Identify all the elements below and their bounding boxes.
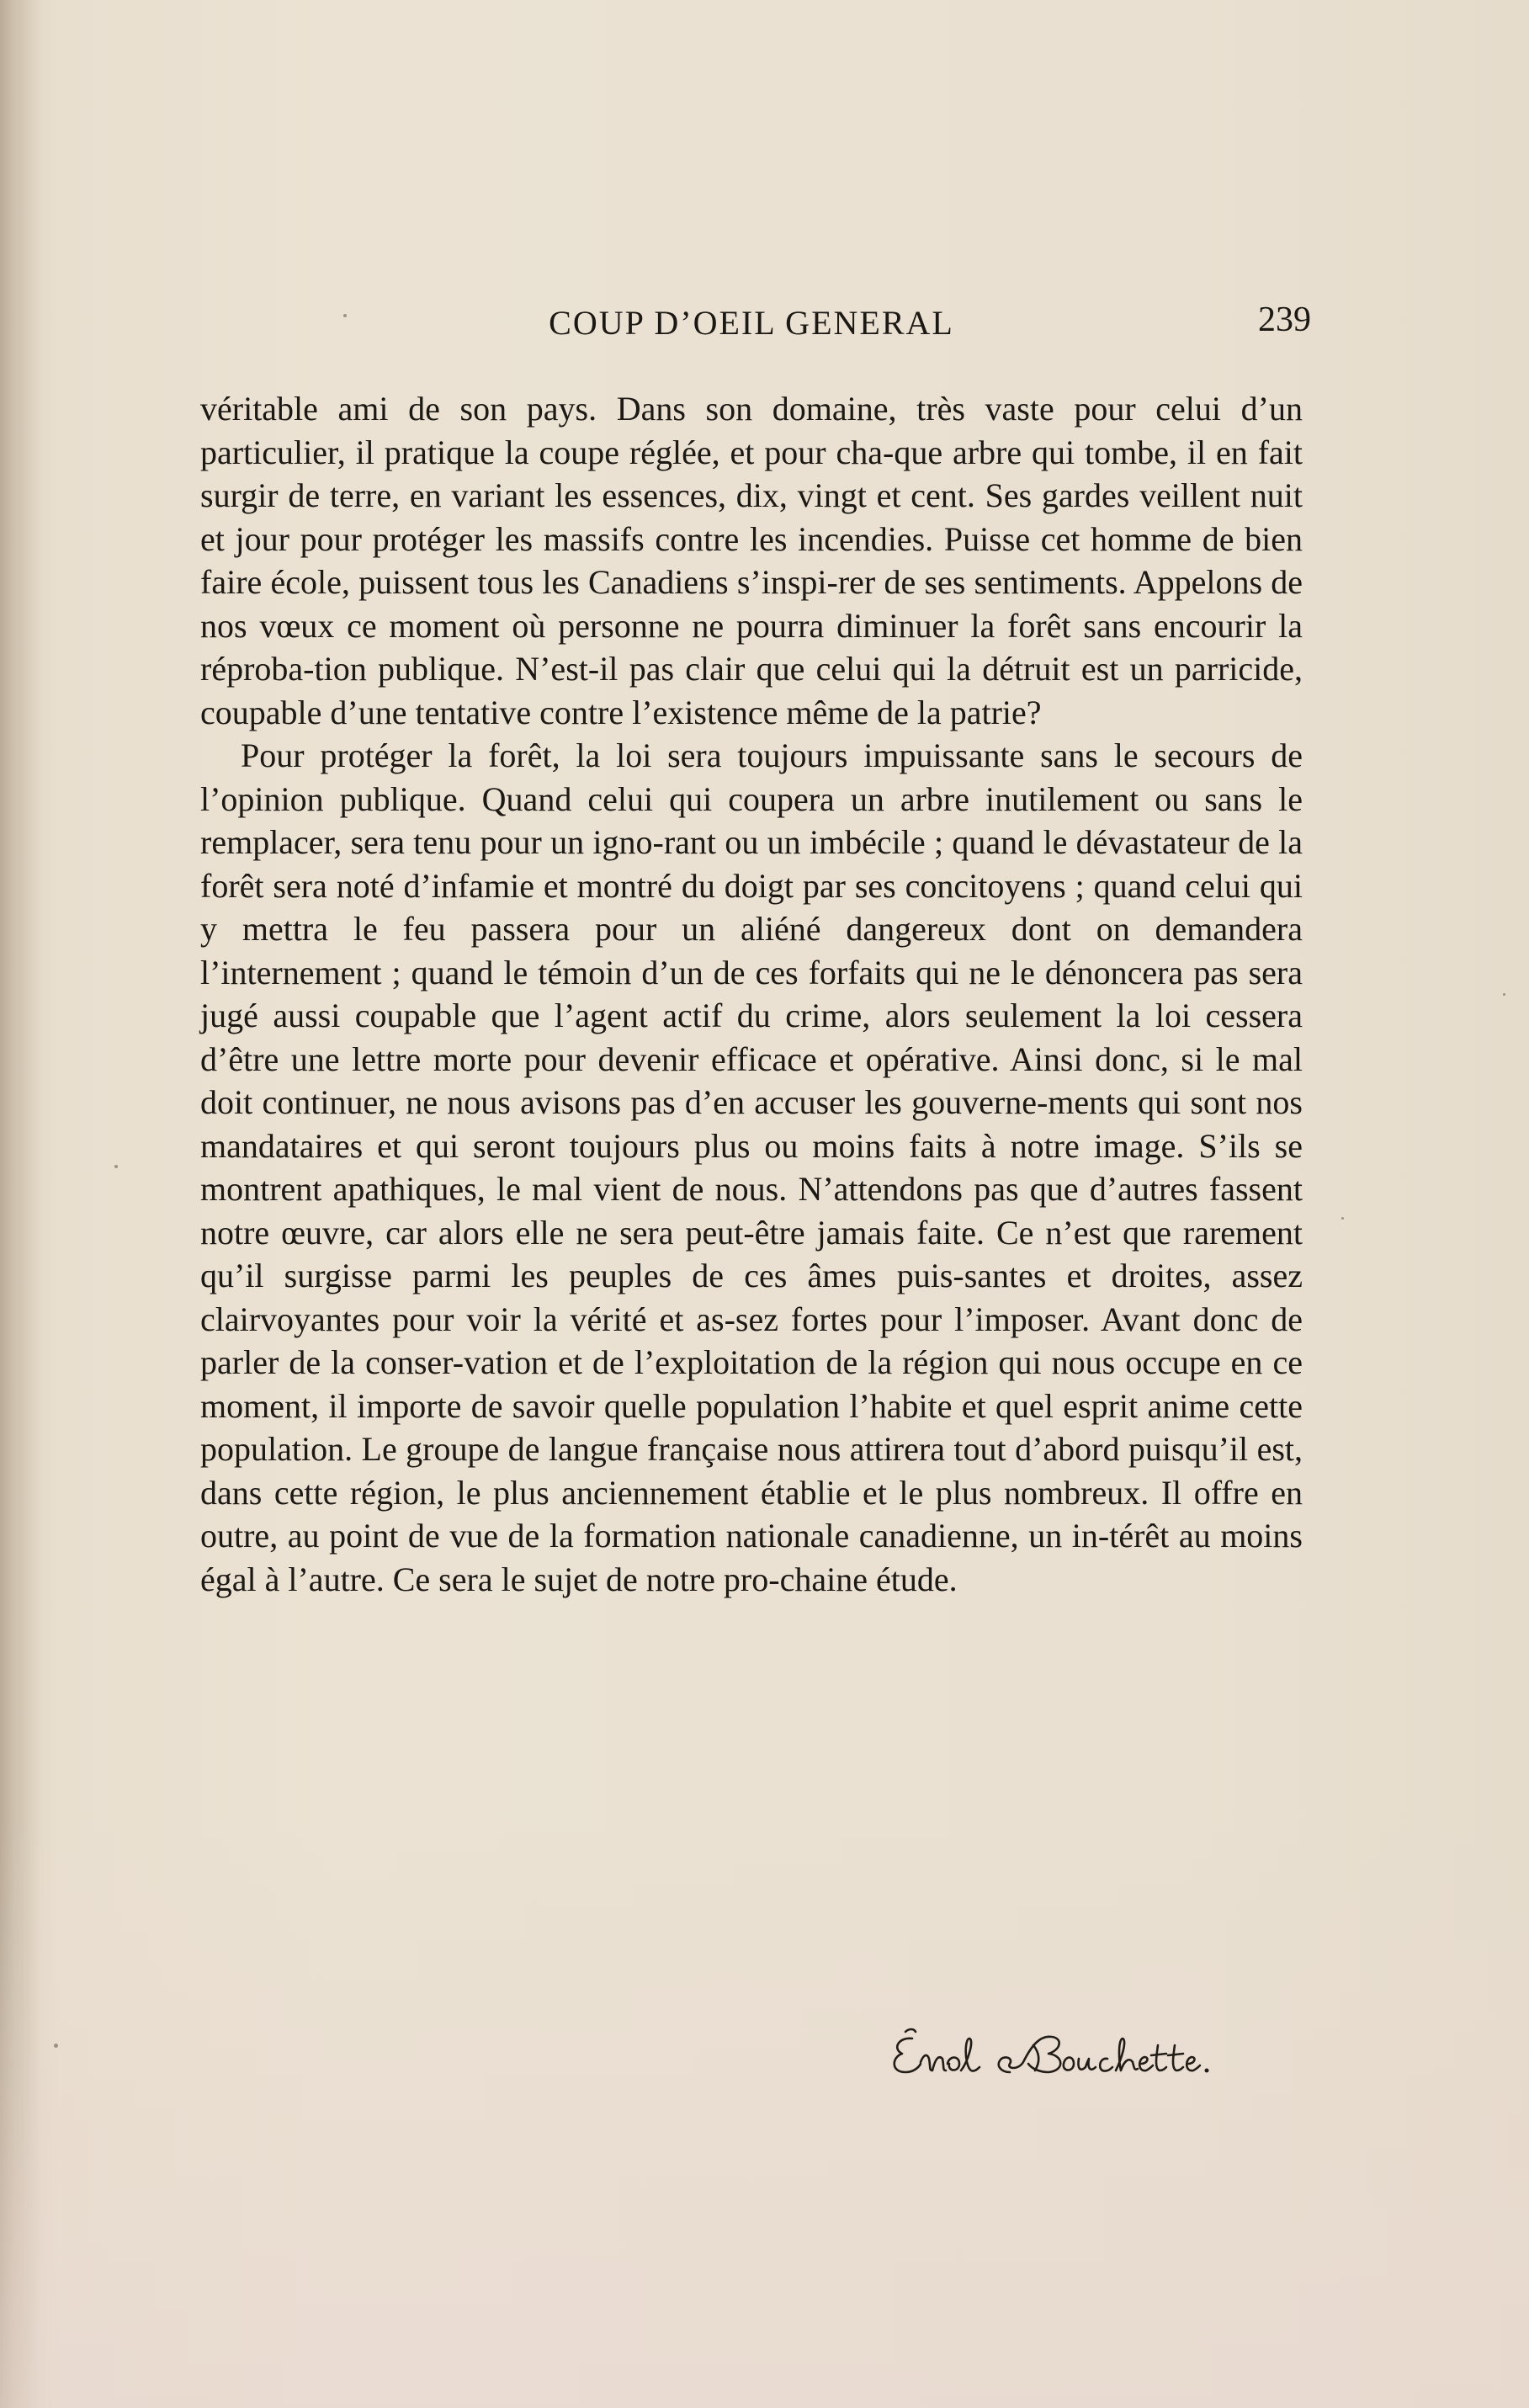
- paper-speck: [1503, 993, 1505, 996]
- paragraph-2: Pour protéger la forêt, la loi sera toujours impuissante sans le secours de l’opinion publique. Quand celui qui coupera un arbre inutilement ou sans le remplacer, sera tenu pour un igno-rant ou un imbécile ; quand le dévastateur de la forêt sera noté d’infamie et montré du doigt par ses concitoyens ; quand celui qui y mettra le feu passera pour un aliéné dangereux dont on demandera l’internement ; quand le témoin d’un de ces forfaits qui ne le dénoncera pas sera jugé aussi coupable que l’agent actif du crime, alors seulement la loi cessera d’être une lettre morte pour devenir efficace et opérative. Ainsi donc, si le mal doit continuer, ne nous avisons pas d’en accuser les gouverne-ments qui sont nos mandataires et qui seront toujours plus ou moins faits à notre image. S’ils se montrent apathiques, le mal vient de nous. N’attendons pas que d’autres fassent notre œuvre, car alors elle ne sera peut-être jamais faite. Ce n’est que rarement qu’il surgisse parmi les peuples de ces âmes puis-santes et droites, assez clairvoyantes pour voir la vérité et as-sez fortes pour l’imposer. Avant donc de parler de la conser-vation et de l’exploitation de la région qui nous occupe en ce moment, il importe de savoir quelle population l’habite et quel esprit anime cette population. Le groupe de langue française nous attirera tout d’abord puisqu’il est, dans cette région, le plus anciennement établie et le plus nombreux. Il offre en outre, au point de vue de la formation nationale canadienne, un in-térêt au moins égal à l’autre. Ce sera le sujet de notre pro-chaine étude.: [200, 736, 1303, 1598]
- body-text: [200, 387, 1303, 1601]
- book-page: [200, 295, 1311, 1601]
- paper-tint: [0, 1819, 1529, 2408]
- running-head-title: COUP D’OEIL GENERAL: [549, 304, 954, 342]
- paper-speck: [114, 1165, 118, 1168]
- paragraph-1: véritable ami de son pays. Dans son domaine, très vaste pour celui d’un particulier, il pratique la coupe réglée, et pour cha-que arbre qui tombe, il en fait surgir de terre, en variant les essences, dix, vingt et cent. Ses gardes veillent nuit et jour pour protéger les massifs contre les incendies. Puisse cet homme de bien faire école, puissent tous les Canadiens s’inspi-rer de ses sentiments. Appelons de nos vœux ce moment où personne ne pourra diminuer la forêt sans encourir la réproba-tion publique. N’est-il pas clair que celui qui la détruit est un parricide, coupable d’une tentative contre l’existence même de la patrie?: [200, 390, 1303, 731]
- running-head: [200, 295, 1311, 345]
- paper-speck: [1341, 1217, 1344, 1220]
- signature: [884, 2020, 1237, 2096]
- page-number: 239: [1258, 300, 1311, 339]
- paper-speck: [54, 2044, 58, 2048]
- paper-speck: [343, 314, 347, 317]
